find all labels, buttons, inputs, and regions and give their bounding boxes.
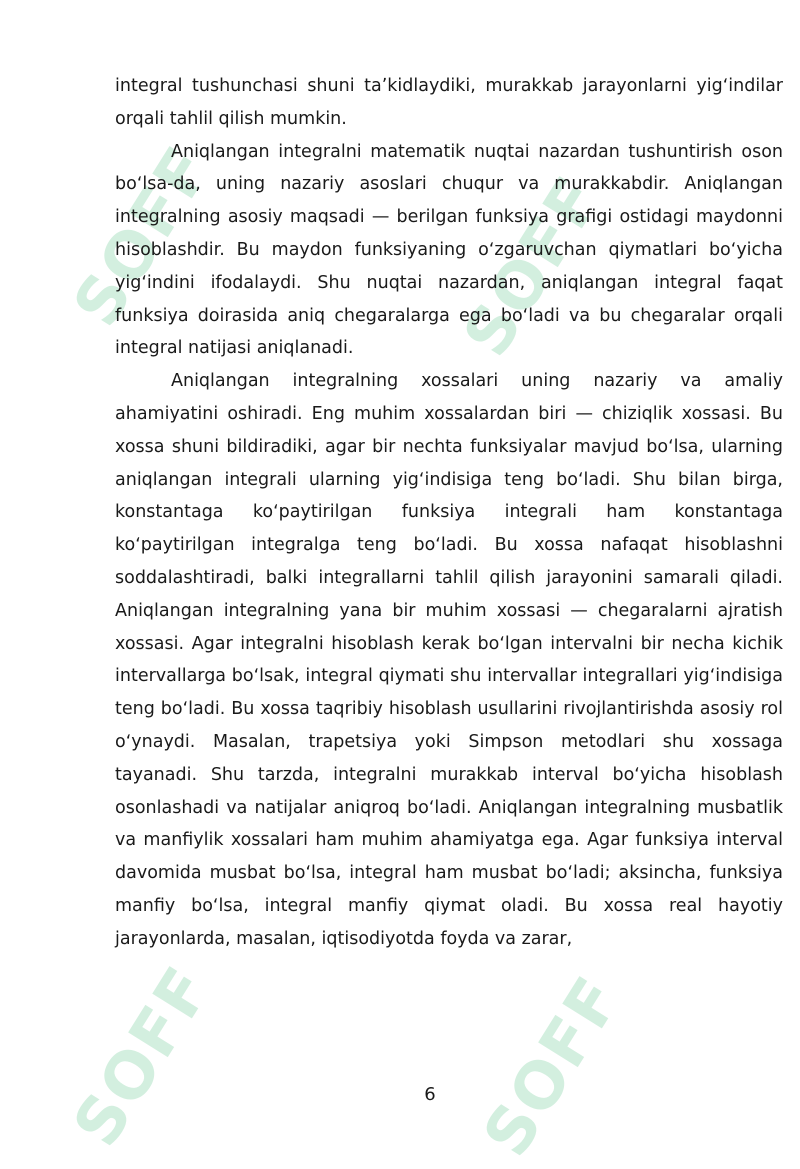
paragraph-continuation: integral tushunchasi shuni taʼkidlaydiki, murakkab jarayonlarni yigʻindilar orqali tahlil qilish mumkin. (115, 76, 783, 129)
paragraph: Aniqlangan integralni matematik nuqtai nazardan tushuntirish oson boʻlsa-da, uning nazariy asoslari chuqur va murakkabdir. Aniqlangan integralning asosiy maqsadi — berilgan funksiya grafigi ostidagi maydonni hisoblashdir. Bu maydon funksiyaning oʻzgaruvchan qiymatlari boʻyicha yigʻindini ifodalaydi. Shu nuqtai nazardan, aniqlangan integral faqat funksiya doirasida aniq chegaralarga ega boʻladi va bu chegaralar orqali integral natijasi aniqlanadi. (115, 141, 783, 359)
paragraph: Aniqlangan integralning xossalari uning nazariy va amaliy ahamiyatini oshiradi. Eng muhim xossalardan biri — chiziqlik xossasi. Bu xossa shuni bildiradiki, agar bir nechta funksiyalar mavjud boʻlsa, ularning aniqlangan integrali ularning yigʻindisiga teng boʻladi. Shu bilan birga, konstantaga koʻpaytirilgan funksiya integrali ham konstantaga koʻpaytirilgan integralga teng boʻladi. Bu xossa nafaqat hisoblashni soddalashtiradi, balki integrallarni tahlil qilish jarayonini samarali qiladi. Aniqlangan integralning yana bir muhim xossasi — chegaralarni ajratish xossasi. Agar integralni hisoblash kerak boʻlgan intervalni bir necha kichik intervallarga boʻlsak, integral qiymati shu intervallar integrallari yigʻindisiga teng boʻladi. Bu xossa taqribiy hisoblash usullarini rivojlantirishda asosiy rol oʻynaydi. Masalan, trapetsiya yoki Simpson metodlari shu xossaga tayanadi. Shu tarzda, integralni murakkab interval boʻyicha hisoblash osonlashadi va natijalar aniqroq boʻladi. Aniqlangan integralning musbatlik va manfiylik xossalari ham muhim ahamiyatga ega. Agar funksiya interval davomida musbat boʻlsa, integral ham musbat boʻladi; aksincha, funksiya manfiy boʻlsa, integral manfiy qiymat oladi. Bu xossa real hayotiy jarayonlarda, masalan, iqtisodiyotda foyda va zarar, (115, 371, 783, 949)
watermark: SOFF (450, 163, 617, 370)
page-body (115, 70, 783, 956)
page-number: 6 (424, 1084, 436, 1105)
watermark: SOFF (60, 953, 227, 1160)
watermark: SOFF (470, 963, 637, 1169)
watermark: SOFF (60, 133, 227, 340)
